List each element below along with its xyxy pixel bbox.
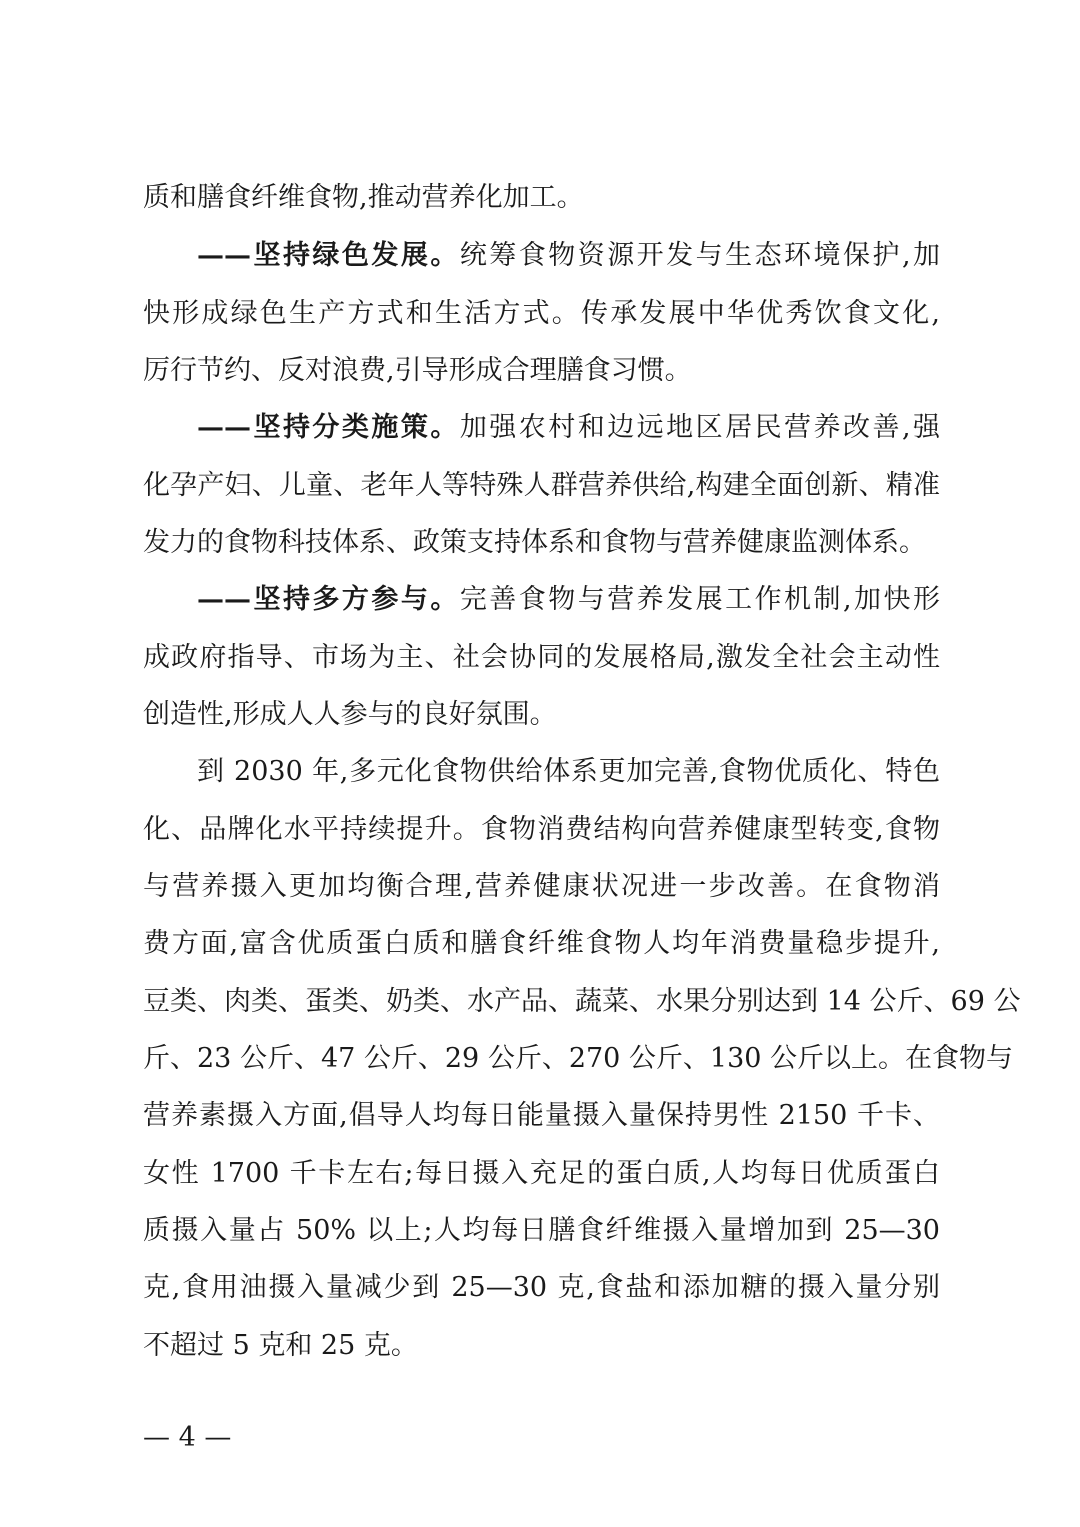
- text-line: [197, 236, 940, 276]
- text-line: 厉行节约、反对浪费,引导形成合理膳食习惯。: [143, 355, 692, 386]
- text-line: 不超过 5 克和 25 克。: [143, 1330, 418, 1361]
- page-number: — 4 —: [143, 1422, 232, 1453]
- text-line: 女性 1700 千卡左右;每日摄入充足的蛋白质,人均每日优质蛋白: [143, 1158, 940, 1189]
- text-line: 成政府指导、市场为主、社会协同的发展格局,激发全社会主动性: [143, 642, 940, 673]
- text-line: [197, 580, 940, 620]
- text-span: 完善食物与营养发展工作机制,加快形: [459, 584, 940, 615]
- text-line: 费方面,富含优质蛋白质和膳食纤维食物人均年消费量稳步提升,: [143, 928, 940, 959]
- text-line: 克,食用油摄入量减少到 25—30 克,食盐和添加糖的摄入量分别: [143, 1272, 940, 1303]
- text-line: 创造性,形成人人参与的良好氛围。: [143, 699, 557, 730]
- text-line: 与营养摄入更加均衡合理,营养健康状况进一步改善。在食物消: [143, 871, 940, 902]
- text-line: 营养素摄入方面,倡导人均每日能量摄入量保持男性 2150 千卡、: [143, 1100, 940, 1131]
- text-span: 加强农村和边远地区居民营养改善,强: [459, 412, 940, 443]
- text-line: 豆类、肉类、蛋类、奶类、水产品、蔬菜、水果分别达到 14 公斤、69 公: [143, 986, 1021, 1017]
- text-line: 快形成绿色生产方式和生活方式。传承发展中华优秀饮食文化,: [143, 298, 940, 329]
- text-line: 化孕产妇、儿童、老年人等特殊人群营养供给,构建全面创新、精准: [143, 470, 940, 501]
- paragraph-lead-heading: ——坚持绿色发展。: [197, 240, 460, 271]
- text-line: 发力的食物科技体系、政策支持体系和食物与营养健康监测体系。: [143, 527, 926, 558]
- text-line: 到 2030 年,多元化食物供给体系更加完善,食物优质化、特色: [197, 756, 940, 787]
- paragraph-lead-heading: ——坚持多方参与。: [197, 584, 460, 615]
- text-line: 化、品牌化水平持续提升。食物消费结构向营养健康型转变,食物: [143, 814, 940, 845]
- text-line: [197, 408, 940, 448]
- text-line: 质和膳食纤维食物,推动营养化加工。: [143, 182, 584, 213]
- text-span: 统筹食物资源开发与生态环境保护,加: [459, 240, 940, 271]
- paragraph-lead-heading: ——坚持分类施策。: [197, 412, 460, 443]
- text-line: 斤、23 公斤、47 公斤、29 公斤、270 公斤、130 公斤以上。在食物与: [143, 1043, 1014, 1074]
- text-line: 质摄入量占 50% 以上;人均每日膳食纤维摄入量增加到 25—30: [143, 1215, 940, 1246]
